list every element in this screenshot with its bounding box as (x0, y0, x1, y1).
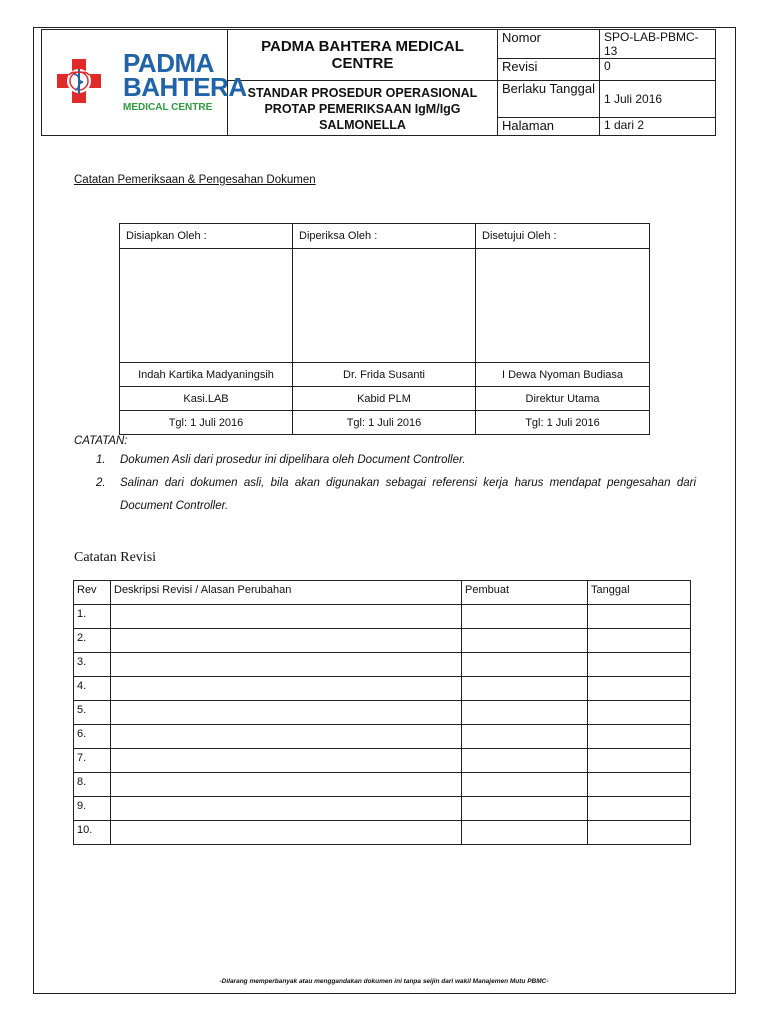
approver-name: I Dewa Nyoman Budiasa (476, 363, 650, 387)
revision-author (462, 797, 588, 821)
revision-date (588, 725, 691, 749)
revision-header-date: Tanggal (588, 581, 691, 605)
approval-header-prepared: Disiapkan Oleh : (120, 224, 293, 249)
revision-date (588, 701, 691, 725)
revision-description (111, 653, 462, 677)
revision-date (588, 605, 691, 629)
revision-author (462, 773, 588, 797)
revision-description (111, 773, 462, 797)
meta-key-halaman: Halaman (498, 118, 600, 136)
revision-date (588, 749, 691, 773)
approver-name: Indah Kartika Madyaningsih (120, 363, 293, 387)
meta-key-nomor: Nomor (498, 30, 600, 59)
revision-description (111, 677, 462, 701)
signature-box (293, 249, 476, 363)
revision-table (73, 580, 691, 845)
revision-header-description: Deskripsi Revisi / Alasan Perubahan (111, 581, 462, 605)
table-row (74, 701, 691, 725)
signature-box (476, 249, 650, 363)
approval-date: Tgl: 1 Juli 2016 (120, 411, 293, 435)
revision-number: 9. (74, 797, 111, 821)
revision-number: 8. (74, 773, 111, 797)
notes-section (74, 435, 696, 518)
revision-author (462, 653, 588, 677)
revision-number: 2. (74, 629, 111, 653)
approval-date: Tgl: 1 Juli 2016 (293, 411, 476, 435)
table-row (74, 749, 691, 773)
revision-date (588, 653, 691, 677)
note-text: Salinan dari dokumen asli, bila akan digunakan sebagai referensi kerja harus mendapat pengesahan dari Document Controller. (120, 477, 696, 512)
note-item (74, 472, 696, 518)
revision-number: 3. (74, 653, 111, 677)
revision-description (111, 629, 462, 653)
logo-text-bahtera: BAHTERA (123, 72, 247, 102)
approver-name: Dr. Frida Susanti (293, 363, 476, 387)
medical-cross-logo-icon (55, 57, 103, 105)
approval-header-approved: Disetujui Oleh : (476, 224, 650, 249)
revision-number: 5. (74, 701, 111, 725)
approver-position: Direktur Utama (476, 387, 650, 411)
table-row (74, 677, 691, 701)
revision-description (111, 749, 462, 773)
document-title (228, 81, 498, 136)
revision-description (111, 821, 462, 845)
section-title: Catatan Pemeriksaan & Pengesahan Dokumen (74, 174, 316, 186)
revision-date (588, 821, 691, 845)
note-number: 1. (96, 454, 106, 466)
table-row (74, 797, 691, 821)
revision-description (111, 797, 462, 821)
signature-box (120, 249, 293, 363)
footer-notice: -Dilarang memperbanyak atau menggandakan dokumen ini tanpa seijin dari wakil Manajemen Mutu PBMC- (219, 978, 549, 985)
note-text: Dokumen Asli dari prosedur ini dipelihara oleh Document Controller. (120, 454, 466, 466)
revision-number: 10. (74, 821, 111, 845)
revision-author (462, 605, 588, 629)
meta-value-halaman: 1 dari 2 (600, 118, 716, 136)
revision-header-author: Pembuat (462, 581, 588, 605)
approver-position: Kabid PLM (293, 387, 476, 411)
logo-text-padma: PADMA (123, 48, 214, 78)
table-row (74, 605, 691, 629)
approver-position: Kasi.LAB (120, 387, 293, 411)
note-item (74, 449, 696, 472)
revision-date (588, 773, 691, 797)
revision-description (111, 605, 462, 629)
table-row (74, 725, 691, 749)
approval-header-checked: Diperiksa Oleh : (293, 224, 476, 249)
notes-title: CATATAN: (74, 435, 128, 447)
revision-author (462, 629, 588, 653)
table-row (74, 653, 691, 677)
note-number: 2. (96, 477, 106, 489)
meta-value-berlaku: 1 Juli 2016 (600, 81, 716, 118)
table-row (74, 821, 691, 845)
logo-cell (42, 30, 247, 136)
revision-date (588, 677, 691, 701)
revision-author (462, 677, 588, 701)
logo-text-medical-centre: MEDICAL CENTRE (123, 102, 213, 113)
revision-description (111, 701, 462, 725)
revision-author (462, 725, 588, 749)
revision-author (462, 821, 588, 845)
revision-title: Catatan Revisi (74, 550, 157, 565)
company-name: PADMA BAHTERA MEDICAL CENTRE (228, 30, 498, 81)
document-header (41, 29, 716, 136)
revision-number: 7. (74, 749, 111, 773)
revision-header-rev: Rev (74, 581, 111, 605)
revision-author (462, 749, 588, 773)
meta-value-revisi: 0 (600, 59, 716, 81)
revision-date (588, 629, 691, 653)
revision-author (462, 701, 588, 725)
revision-date (588, 797, 691, 821)
meta-value-nomor: SPO-LAB-PBMC-13 (600, 30, 716, 59)
revision-number: 4. (74, 677, 111, 701)
table-row (74, 629, 691, 653)
title-line: STANDAR PROSEDUR OPERASIONAL (247, 86, 478, 100)
title-line: PROTAP PEMERIKSAAN IgM/IgG (264, 102, 461, 116)
revision-number: 1. (74, 605, 111, 629)
revision-number: 6. (74, 725, 111, 749)
table-row (74, 773, 691, 797)
revision-header-row (74, 581, 691, 605)
approval-date: Tgl: 1 Juli 2016 (476, 411, 650, 435)
title-line: SALMONELLA (319, 118, 406, 132)
meta-key-revisi: Revisi (498, 59, 600, 81)
meta-key-berlaku: Berlaku Tanggal (498, 81, 600, 118)
approval-table (119, 223, 650, 435)
revision-description (111, 725, 462, 749)
